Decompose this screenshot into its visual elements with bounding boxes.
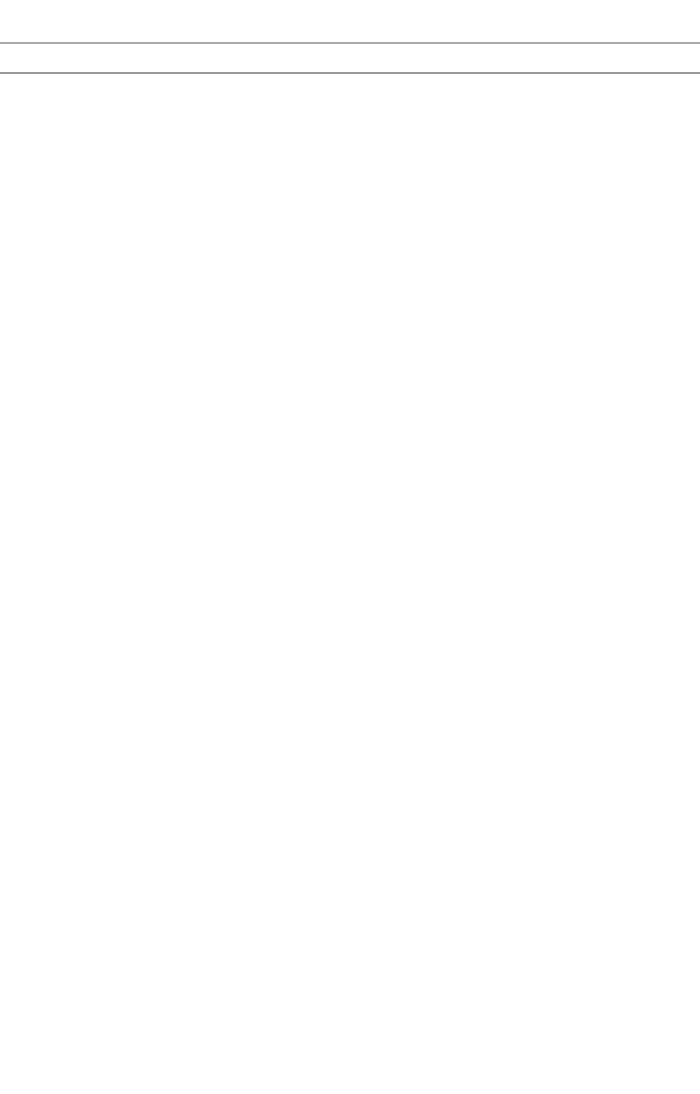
article-us-stocks-col1 — [2, 150, 82, 282]
article-us-stocks-col3 — [174, 150, 262, 282]
article-us-stocks-col2 — [88, 150, 168, 282]
divider — [0, 42, 700, 44]
divider — [0, 72, 700, 74]
